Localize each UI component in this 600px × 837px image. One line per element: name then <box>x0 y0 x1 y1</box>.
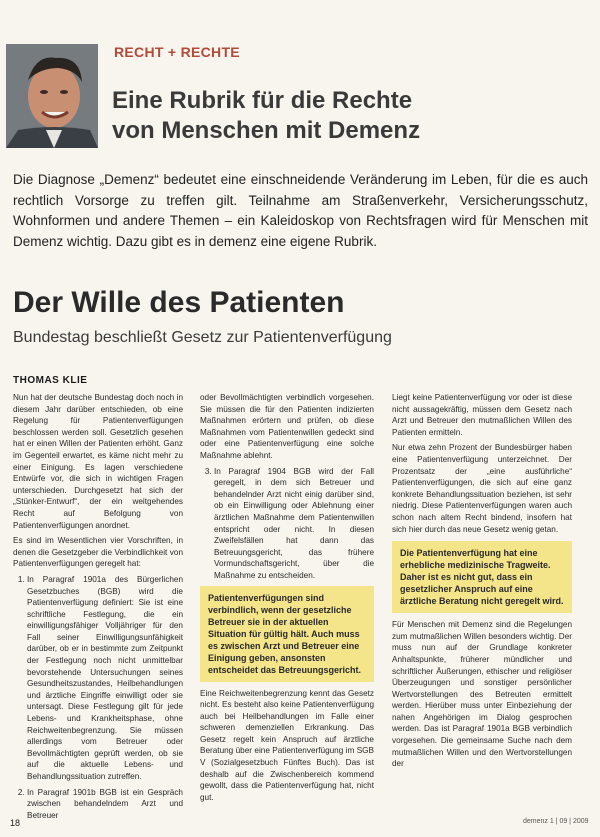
list-item: 2. In Paragraf 1901b BGB ist ein Gespräch zwischen behandelndem Arzt und Betreuer <box>27 787 183 822</box>
pull-quote: Die Patientenverfügung hat eine erhebliche medizinische Tragweite. Daher ist es nicht gut, dass ein gesetzlicher Anspruch auf eine ärztliche Beratung nicht geregelt wird. <box>392 541 572 613</box>
intro-text: Die Diagnose „Demenz“ bedeutet eine einschneidende Veränderung im Leben, für die es auch rechtlich Vorsorge zu treffen gilt. Teilnahme am Straßenverkehr, Versicherungsschutz, Wohnformen und andere Themen – ein Kaleidoskop von Rechtsfragen wird für Menschen mit Demenz wichtig. Dazu gibt es in demenz eine eigene Rubrik. <box>13 172 588 249</box>
author-portrait-photo <box>6 44 98 148</box>
article-column-1 <box>13 392 183 825</box>
paragraph: Für Menschen mit Demenz sind die Regelungen zum mutmaßlichen Willen besonders wichtig. Der muss nun auf der Grundlage konkreter Anhaltspunkte, früherer mündlicher und schriftlicher Äußerungen, ethischer und religiöser Überzeugungen und sonstiger persönlicher Wertvorstellungen des Betreuten ermittelt werden. Hierüber muss unter Einbeziehung der nahen Angehörigen im Dialog gesprochen werden. Das ist Paragraf 1901a BGB verbindlich vorgesehen. Die gemeinsame Suche nach dem mutmaßlichen Willen und den Wertvorstellungen der <box>392 620 572 769</box>
paragraph: Liegt keine Patientenverfügung vor oder ist diese nicht aussagekräftig, müssen dem Gesetz nach Arzt und Betreuer den mutmaßlichen Willen des Patienten ermitteln. <box>392 393 572 437</box>
rule-list <box>200 466 374 582</box>
rule-list <box>13 574 183 821</box>
page-number: 18 <box>10 818 21 828</box>
pull-quote: Patientenverfügungen sind verbindlich, wenn der gesetzliche Betreuer sie in der aktuellen Situation für gültig hält. Auch muss es zwischen Arzt und Betreuer eine Einigung geben, ansonsten entscheidet das Betreuungsgericht. <box>200 586 374 682</box>
paragraph: Es sind im Wesentlichen vier Vorschriften, in denen die Gesetzgeber die Verbindlichkeit von Patientenverfügungen geregelt hat: <box>13 536 183 569</box>
list-item: 3. In Paragraf 1904 BGB wird der Fall geregelt, in dem sich Betreuer und behandelnder Arzt nicht einig darüber sind, ob ein Einwilligung oder Ablehnung einer ärztlichen Maßnahme dem Patientenwillen entspricht oder nicht. In diesen Zweifelsfällen hat dann das Betreuungsgericht, das frühere Vormundschaftsgericht, über die Maßnahme zu entscheiden. <box>214 466 374 582</box>
paragraph: Eine Reichweitenbegrenzung kennt das Gesetz nicht. Es besteht also keine Patientenverfügung auch bei Heilbehandlungen im Falle einer schweren demenziellen Erkrankung. Das Gesetz regelt kein Anspruch auf ärztliche Beratung über eine Patientenverfügung im SGB V (Sozialgesetzbuch Fünftes Buch). Das ist deshalb auf die Zwischenbereich kommend gewollt, dass die Patientenverfügung hat, nicht gut. <box>200 688 374 802</box>
article-title: Der Wille des Patienten <box>13 286 345 319</box>
article-column-3 <box>392 392 572 774</box>
paragraph: Nun hat der deutsche Bundestag doch noch in diesem Jahr darüber entschieden, ob eine Regelung für Patientenverfügungen beschlossen werden soll. Gesetzlich gesehen hat er einen Willen der Patienten erhöht. Ganz im Gegenteil erwartet, es käme nicht mehr zu einer Einigung. Es lagen verschiedene Entwürfe vor, die sich in wichtigen Fragen unterschieden. Durchgesetzt hat sich der „Stünker-Entwurf“, der ein weitgehendes Recht auf Befolgung von Patientenverfügungen anordnet. <box>13 393 183 530</box>
issue-label: demenz 1 | 09 | 2009 <box>523 818 589 825</box>
article-subtitle: Bundestag beschließt Gesetz zur Patientenverfügung <box>13 329 392 346</box>
rubrik-line-2: von Menschen mit Demenz <box>112 117 421 144</box>
article-author: THOMAS KLIE <box>13 375 88 386</box>
paragraph: oder Bevollmächtigten verbindlich vorgesehen. Sie müssen die für den Patienten indizierten Maßnahmen erörtern und prüfen, ob diese Maßnahmen vom Patientenwillen gedeckt sind oder eine Patientenverfügung eine solche Maßnahme ablehnt. <box>200 393 374 460</box>
section-label: RECHT + RECHTE <box>114 44 240 60</box>
paragraph: Nur etwa zehn Prozent der Bundesbürger haben eine Patientenverfügung unterzeichnet. Der Prozentsatz der „eine ausführliche“ Patientenverfügungen, die sich auf eine ganz konkrete Behandlungssituation beziehen, ist sehr niedrig. Diese Patientenverfügungen waren auch schon nach altem Recht bindend, insofern hat sich hier durch das neue Gesetz wenig getan. <box>392 443 572 534</box>
rubrik-line-1: Eine Rubrik für die Rechte <box>112 87 413 114</box>
rubrik-heading <box>112 86 582 146</box>
article-column-2 <box>200 392 374 807</box>
list-item: 1. In Paragraf 1901a des Bürgerlichen Gesetzbuches (BGB) wird die Patientenverfügung definiert: Sie ist eine schriftliche Festlegung, die ein einwilligungsfähiger Volljähriger für den Fall seiner Einwilligungsunfähigkeit darüber, ob er in bestimmte zum Zeitpunkt der Festlegung noch nicht unmittelbar bevorstehende Untersuchungen seines Gesundheitszustandes, Heilbehandlungen und ärztliche Eingriffe einwilligt oder sie untersagt. Diese Festlegung gilt für jede Lebens- und Krankheitsphase, ohne Reichweitenbegrenzung. Sie müssen allerdings vom Betreuer oder Bevollmächtigten geprüft werden, ob sie auf die aktuelle Lebens- und Behandlungssituation zutreffen. <box>27 574 183 783</box>
